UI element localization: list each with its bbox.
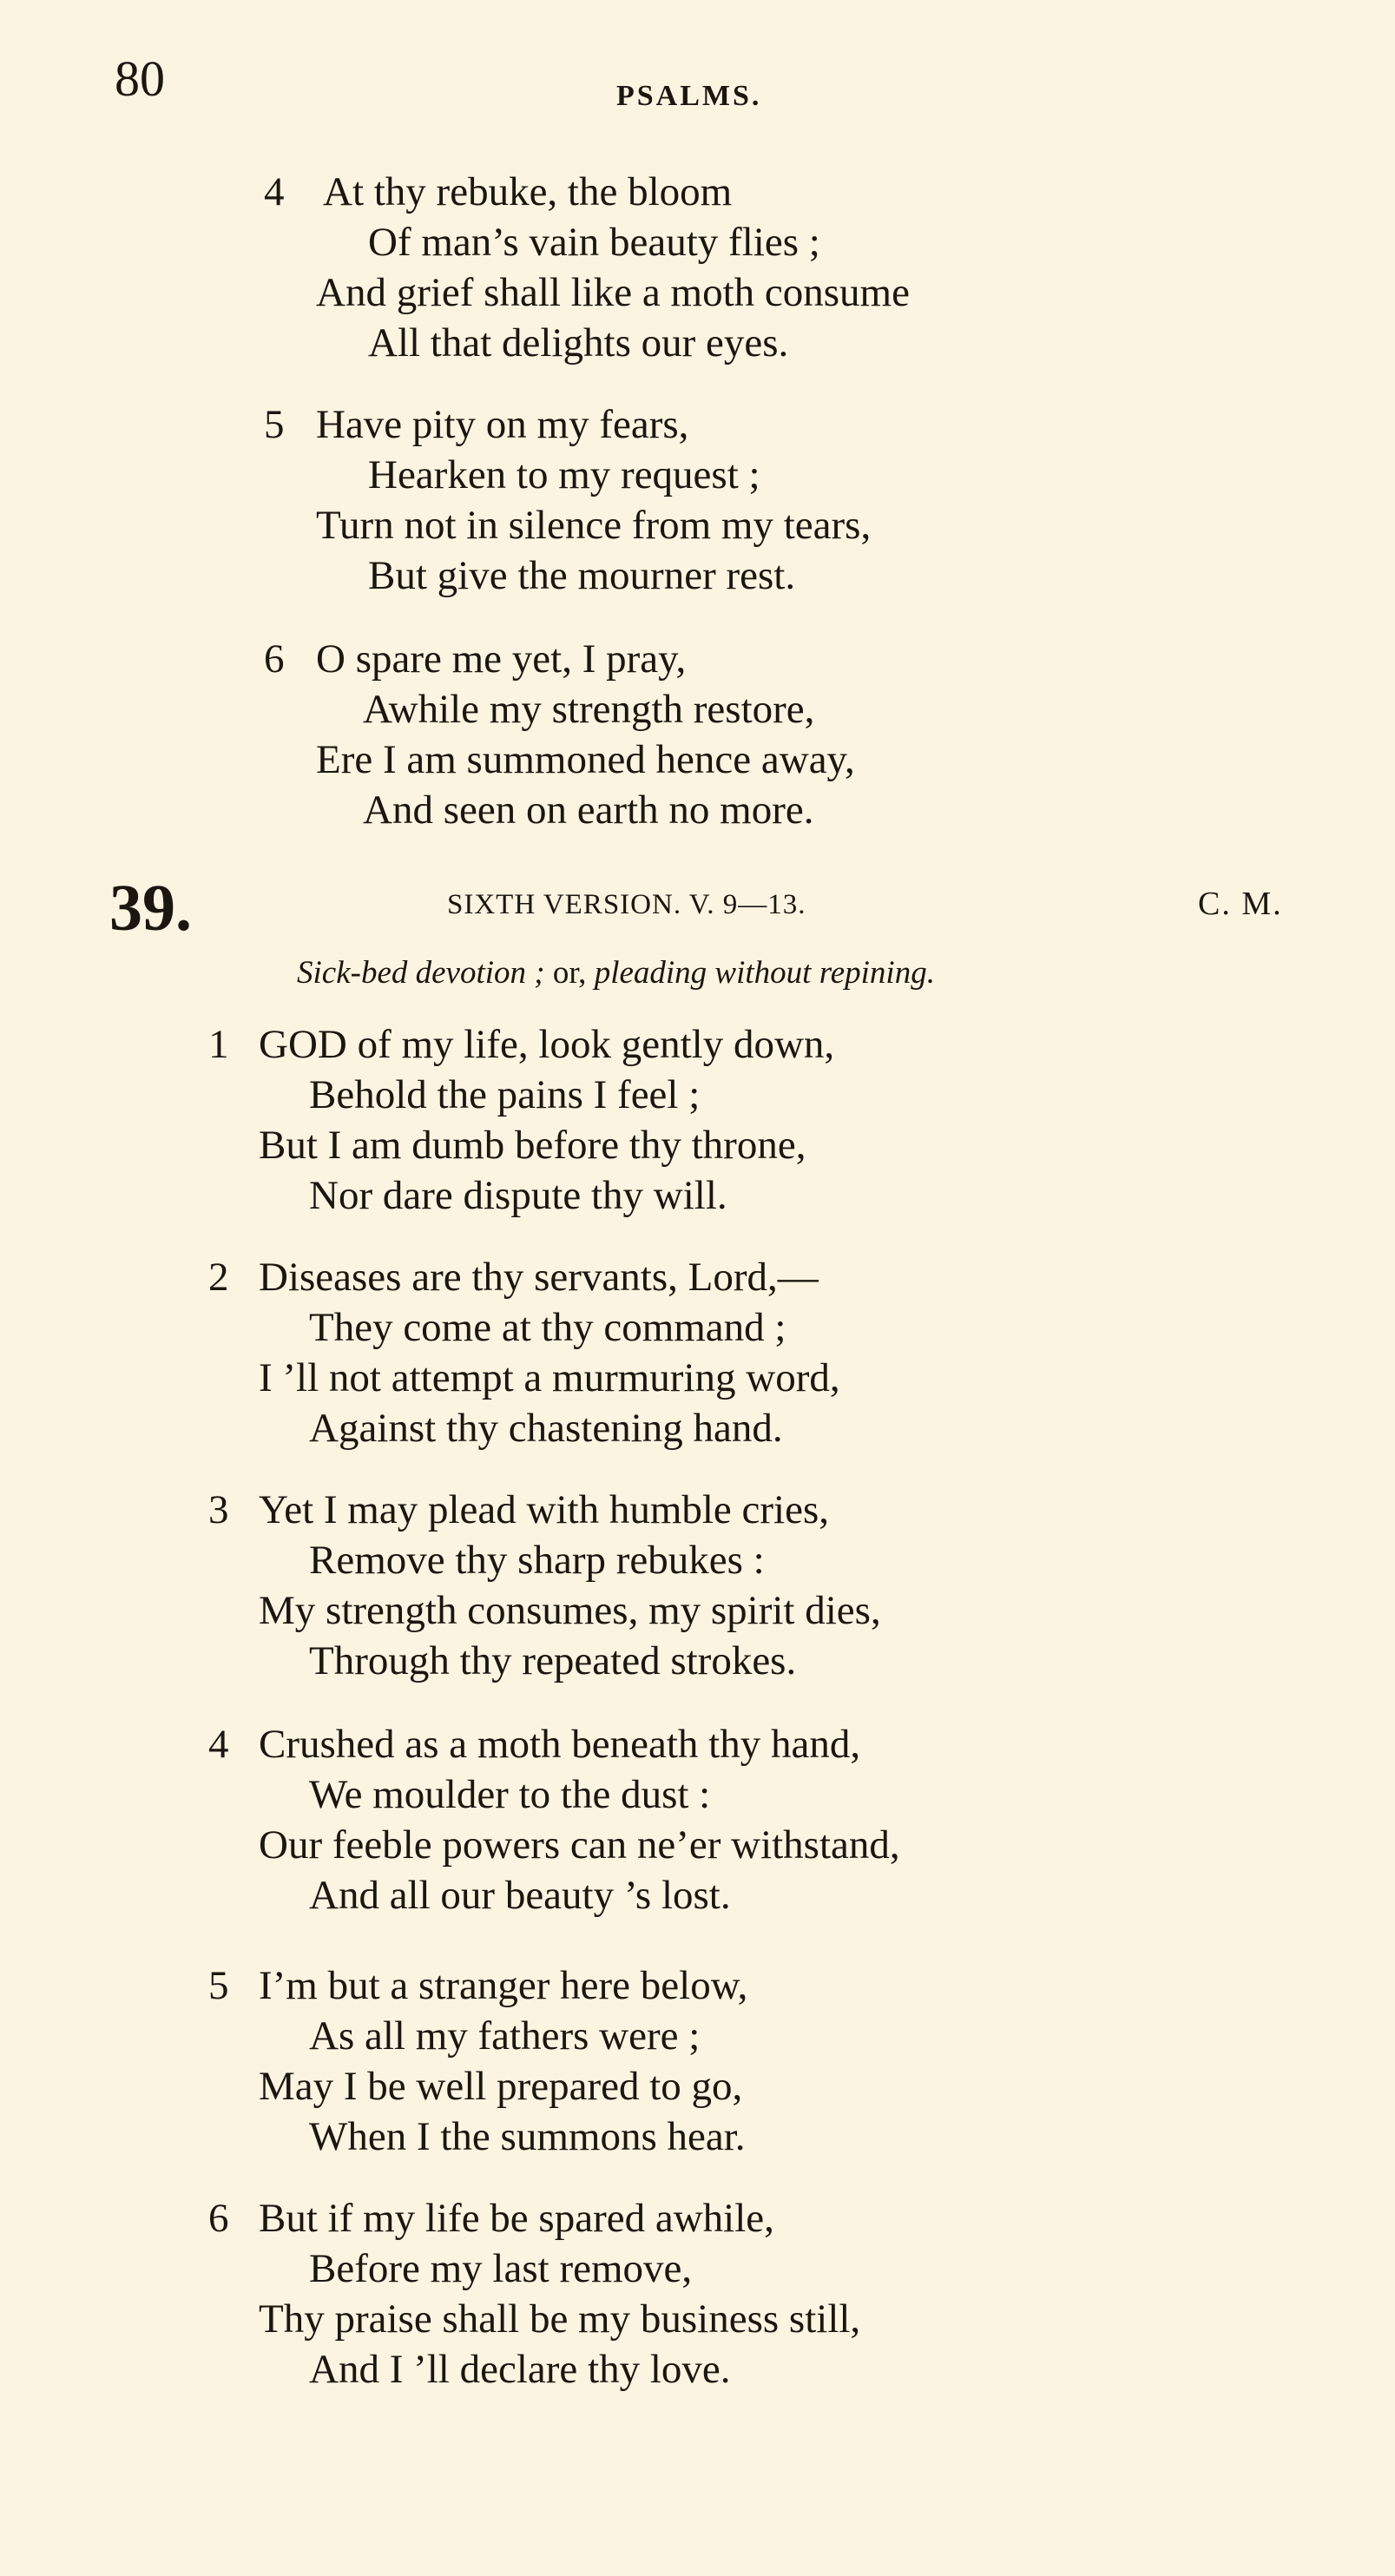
verse-line: Thy praise shall be my business still,	[259, 2296, 861, 2342]
verse-line: I ’ll not attempt a murmuring word,	[259, 1355, 840, 1400]
verse-line: Through thy repeated strokes.	[309, 1638, 797, 1683]
verse-line: They come at thy command ;	[309, 1305, 786, 1350]
subtitle-part-a: Sick-bed devotion ;	[297, 955, 545, 991]
verse-line: All that delights our eyes.	[368, 320, 789, 366]
stanza-number: 6	[208, 2196, 229, 2241]
verse-line: Our feeble powers can ne’er withstand,	[259, 1822, 900, 1868]
verse-line: Diseases are thy servants, Lord,—	[259, 1255, 819, 1300]
verse-line: Against thy chastening hand.	[309, 1406, 783, 1451]
stanza-number: 5	[264, 402, 285, 447]
hymn-number: 39.	[109, 872, 192, 945]
verse-line: But if my life be spared awhile,	[259, 2196, 774, 2241]
stanza-number: 6	[264, 636, 285, 682]
verse-line: Ere I am summoned hence away,	[316, 737, 855, 782]
version-title: SIXTH VERSION. V. 9—13.	[447, 889, 806, 920]
verse-line: Turn not in silence from my tears,	[316, 503, 872, 548]
verse-line: Have pity on my fears,	[316, 402, 689, 447]
subtitle-part-b: pleading without repining.	[594, 955, 935, 991]
verse-line: We moulder to the dust :	[309, 1772, 711, 1817]
verse-line: And seen on earth no more.	[363, 787, 814, 833]
verse-line: Crushed as a moth beneath thy hand,	[259, 1722, 861, 1767]
verse-line: Of man’s vain beauty flies ;	[368, 220, 820, 265]
stanza-number: 2	[208, 1255, 229, 1300]
verse-line: And I ’ll declare thy love.	[309, 2347, 731, 2392]
verse-line: Behold the pains I feel ;	[309, 1072, 701, 1117]
stanza-number: 5	[208, 1963, 229, 2008]
page-number: 80	[115, 50, 165, 107]
subtitle-or: or,	[544, 955, 595, 991]
stanza-number: 1	[208, 1022, 229, 1067]
verse-line: When I the summons hear.	[309, 2114, 746, 2159]
verse-line: And grief shall like a moth consume	[316, 270, 910, 315]
verse-line: Nor dare dispute thy will.	[309, 1173, 727, 1218]
stanza-number: 3	[208, 1487, 229, 1532]
verse-line: My strength consumes, my spirit dies,	[259, 1588, 881, 1633]
stanza-number: 4	[208, 1722, 229, 1767]
verse-line: O spare me yet, I pray,	[316, 636, 687, 682]
verse-line: Hearken to my request ;	[368, 452, 760, 497]
verse-line: Yet I may plead with humble cries,	[259, 1487, 830, 1532]
verse-line: Awhile my strength restore,	[363, 687, 815, 732]
verse-line: I’m but a stranger here below,	[259, 1963, 748, 2008]
verse-line: But I am dumb before thy throne,	[259, 1123, 806, 1168]
verse-line: Remove thy sharp rebukes :	[309, 1538, 765, 1583]
meter-label: C. M.	[1198, 886, 1283, 922]
verse-line: At thy rebuke, the bloom	[323, 169, 733, 214]
verse-line: GOD of my life, look gently down,	[259, 1022, 835, 1067]
running-head: PSALMS.	[616, 80, 762, 112]
hymn-subtitle	[297, 957, 935, 989]
verse-line: But give the mourner rest.	[368, 553, 796, 598]
verse-line: Before my last remove,	[309, 2246, 693, 2291]
verse-line: As all my fathers were ;	[309, 2013, 701, 2059]
verse-line: And all our beauty ’s lost.	[309, 1873, 731, 1918]
verse-line: May I be well prepared to go,	[259, 2064, 743, 2109]
stanza-number: 4	[264, 169, 285, 214]
